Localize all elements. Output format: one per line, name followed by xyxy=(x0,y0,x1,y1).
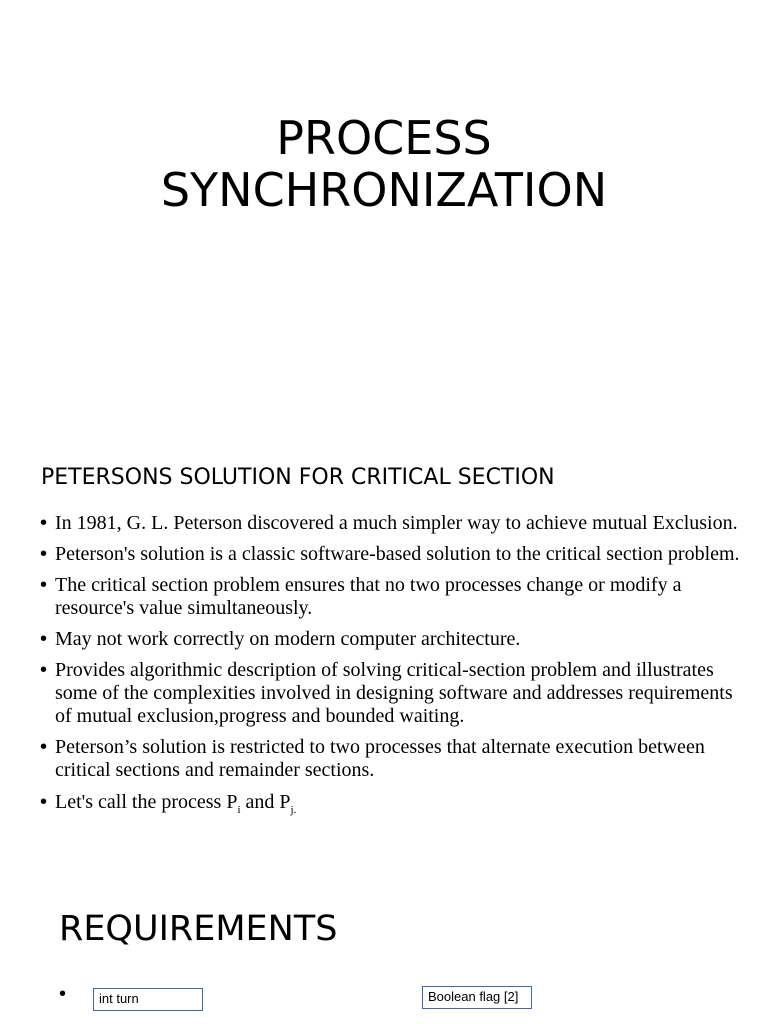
requirements-bullet-dot: • xyxy=(59,983,67,1005)
section-heading: PETERSONS SOLUTION FOR CRITICAL SECTION xyxy=(41,465,555,490)
bullet-item: • Peterson’s solution is restricted to two processes that alternate execution between critical sections and remainder sections. xyxy=(40,736,745,782)
int-turn-box: int turn xyxy=(93,988,203,1011)
bullet-item: • Provides algorithmic description of solving critical-section problem and illustrates some of the complexities involved in designing software and addresses requirements of mutual exclusion,progress and bounded waiting. xyxy=(40,659,745,728)
bullet-item: • In 1981, G. L. Peterson discovered a much simpler way to achieve mutual Exclusion. xyxy=(40,512,745,535)
bullet-item: • The critical section problem ensures that no two processes change or modify a resource's value simultaneously. xyxy=(40,574,745,620)
process-text-middle: and P xyxy=(240,791,291,813)
slide-title xyxy=(0,112,768,216)
requirements-heading: REQUIREMENTS xyxy=(59,909,338,949)
slide-title-line-2: SYNCHRONIZATION xyxy=(160,163,608,217)
slide-title-line-1: PROCESS xyxy=(276,111,492,165)
bullet-item: • May not work correctly on modern computer architecture. xyxy=(40,628,745,651)
process-subscript-i: i xyxy=(237,804,241,816)
boolean-flag-box: Boolean flag [2] xyxy=(422,986,532,1009)
bullet-item: • Peterson's solution is a classic software-based solution to the critical section problem. xyxy=(40,543,745,566)
process-subscript-j: j. xyxy=(290,804,297,816)
bullet-item-processes xyxy=(40,791,745,822)
process-text-prefix: Let's call the process P xyxy=(55,791,238,813)
bullet-list xyxy=(40,512,745,822)
